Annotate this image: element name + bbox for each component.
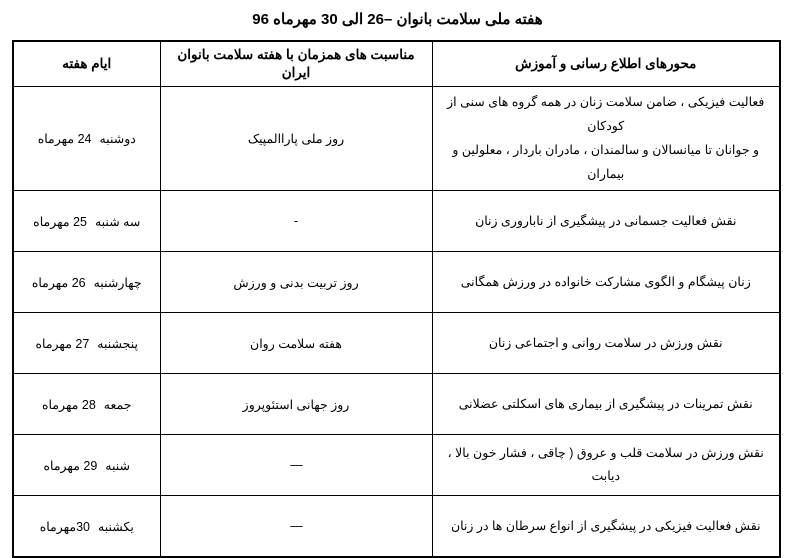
cell-day bbox=[13, 252, 160, 313]
day-name: جمعه bbox=[103, 397, 132, 412]
cell-axes bbox=[432, 313, 780, 374]
cell-axes bbox=[432, 191, 780, 252]
table-row bbox=[13, 374, 780, 435]
day-date: 24 مهرماه bbox=[37, 132, 92, 147]
cell-occasion: — bbox=[160, 496, 432, 558]
cell-day bbox=[13, 87, 160, 191]
cell-axes bbox=[432, 252, 780, 313]
axes-line: و جوانان تا میانسالان و سالمندان ، مادران باردار ، معلولین و بیماران bbox=[452, 142, 760, 181]
table-head bbox=[13, 41, 780, 87]
axes-line: فعالیت فیزیکی ، ضامن سلامت زنان در همه گروه های سنی از کودکان bbox=[447, 95, 765, 134]
column-header-axes: محورهای اطلاع رسانی و آموزش bbox=[432, 41, 780, 87]
table-row bbox=[13, 252, 780, 313]
day-name: دوشنبه bbox=[99, 132, 136, 147]
table-row bbox=[13, 87, 780, 191]
column-header-day: ایام هفته bbox=[13, 41, 160, 87]
cell-occasion: — bbox=[160, 435, 432, 496]
day-date: 30مهرماه bbox=[39, 519, 91, 534]
cell-occasion: روز تربیت بدنی و ورزش bbox=[160, 252, 432, 313]
cell-day bbox=[13, 374, 160, 435]
day-name: سه شنبه bbox=[94, 214, 141, 229]
page-title: هفته ملی سلامت بانوان –26 الی 30 مهرماه 96 bbox=[252, 11, 543, 28]
cell-day bbox=[13, 435, 160, 496]
axes-line: نقش فعالیت جسمانی در پیشگیری از ناباروری زنان bbox=[475, 213, 737, 228]
day-date: 29 مهرماه bbox=[43, 458, 98, 473]
axes-line: نقش فعالیت فیزیکی در پیشگیری از انواع سرطان ها در زنان bbox=[450, 518, 761, 533]
table-body bbox=[13, 87, 780, 558]
cell-axes bbox=[432, 496, 780, 558]
schedule-table-wrapper bbox=[14, 40, 781, 558]
day-date: 26 مهرماه bbox=[31, 275, 86, 290]
axes-line: زنان پیشگام و الگوی مشارکت خانواده در ورزش همگانی bbox=[460, 274, 751, 289]
day-date: 25 مهرماه bbox=[33, 214, 87, 229]
axes-line: نقش ورزش در سلامت روانی و اجتماعی زنان bbox=[488, 335, 723, 350]
table-row bbox=[13, 191, 780, 252]
day-name: یکشنبه bbox=[98, 519, 134, 534]
day-name: چهارشنبه bbox=[93, 275, 142, 290]
cell-occasion: روز ملی پاراالمپیک bbox=[160, 87, 432, 191]
table-header-row bbox=[13, 41, 780, 87]
day-name: پنجشنبه bbox=[97, 336, 138, 351]
day-name: شنبه bbox=[105, 458, 131, 473]
column-header-occasion: مناسبت های همزمان با هفته سلامت بانوان ایران bbox=[160, 41, 432, 87]
cell-occasion: روز جهانی استئوپروز bbox=[160, 374, 432, 435]
day-date: 28 مهرماه bbox=[42, 397, 96, 412]
cell-day bbox=[13, 191, 160, 252]
axes-line: نقش ورزش در سلامت قلب و عروق ( چاقی ، فشار خون بالا ، دیابت bbox=[447, 445, 764, 484]
health-week-schedule-table bbox=[12, 40, 781, 558]
table-row bbox=[13, 496, 780, 558]
cell-axes bbox=[432, 374, 780, 435]
table-row bbox=[13, 435, 780, 496]
table-row bbox=[13, 313, 780, 374]
cell-axes bbox=[432, 435, 780, 496]
cell-day bbox=[13, 313, 160, 374]
cell-axes bbox=[432, 87, 780, 191]
cell-occasion: هفته سلامت روان bbox=[160, 313, 432, 374]
cell-occasion: - bbox=[160, 191, 432, 252]
cell-day bbox=[13, 496, 160, 558]
axes-line: نقش تمرینات در پیشگیری از بیماری های اسکلتی عضلانی bbox=[458, 396, 753, 411]
day-date: 27 مهرماه bbox=[35, 336, 90, 351]
